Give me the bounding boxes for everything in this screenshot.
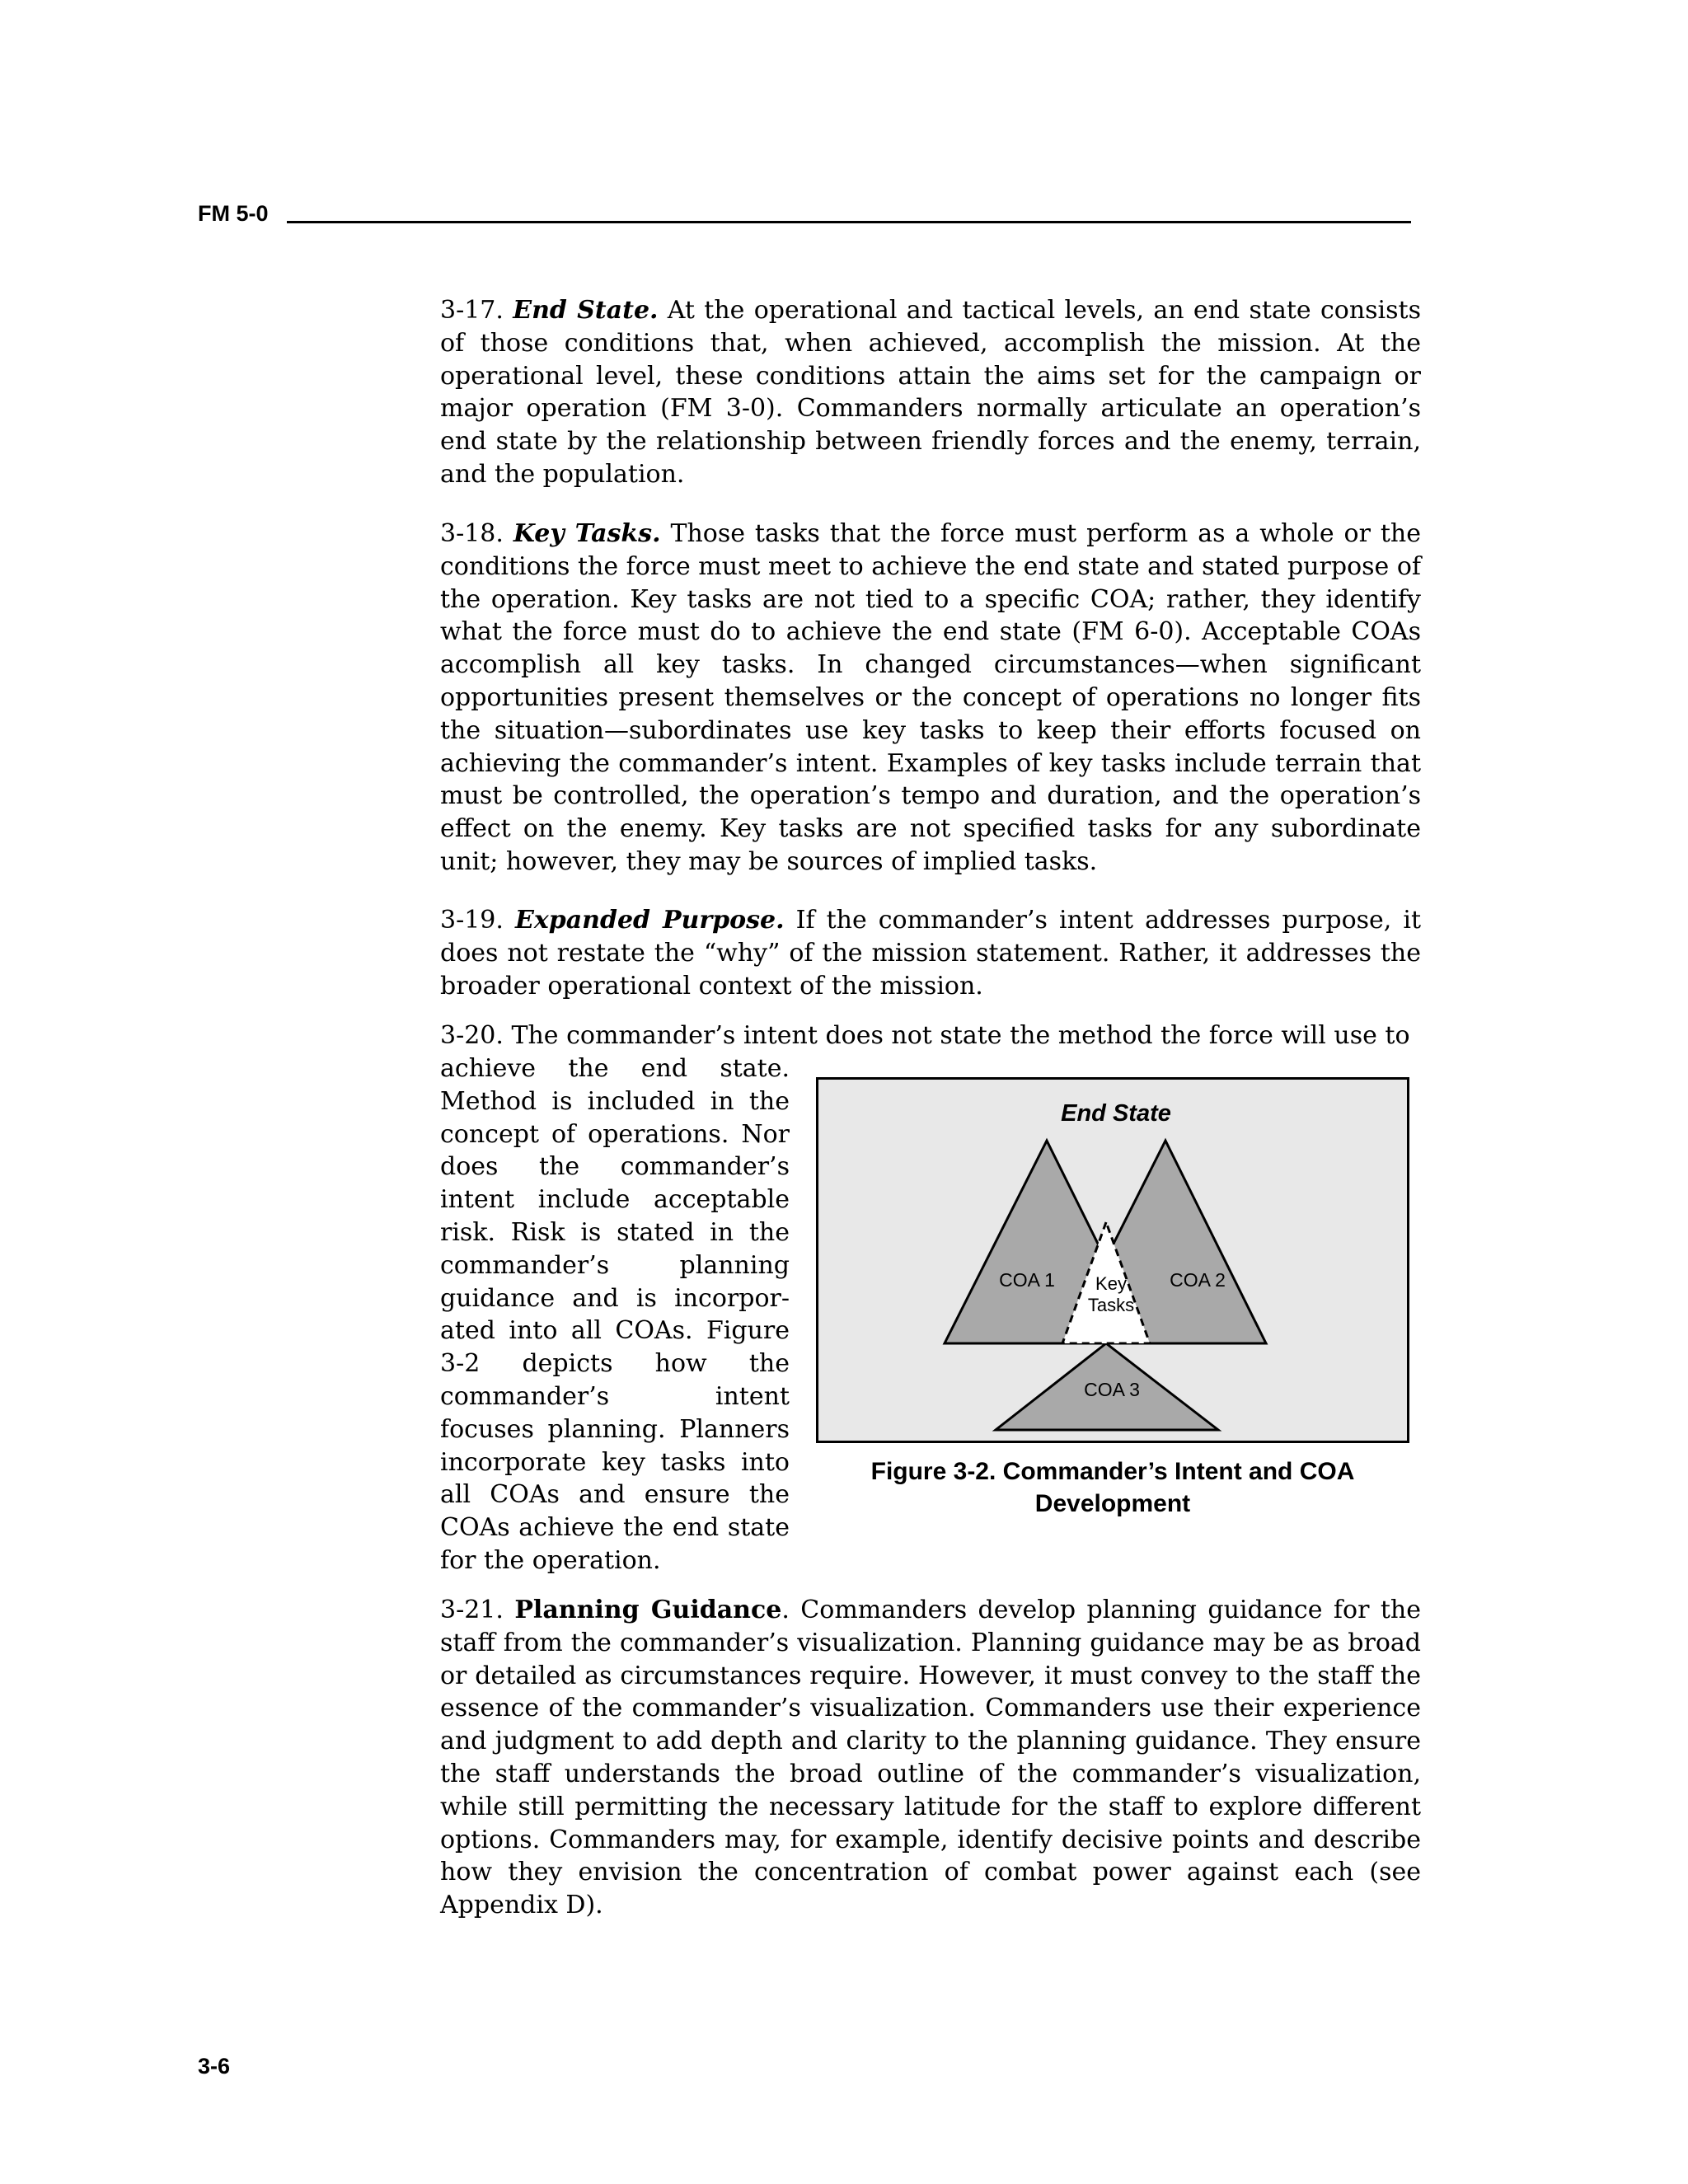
coa2-label: COA 2 — [1170, 1269, 1226, 1291]
header-rule — [287, 221, 1411, 223]
manual-header: FM 5-0 — [198, 201, 269, 226]
paragraph-term: End State. — [513, 296, 659, 325]
paragraph-text: At the operational and tactical levels, an end state consists of those conditions that, when achieved, accomplish the mission. At the operational level, these conditions attain the aims set for the campaign or major operation (FM 3-0). Commanders normally articulate an operation’s end state by the relationship between friendly forces and the enemy, terrain, and the population. — [440, 296, 1421, 489]
paragraph-number: 3-18. — [440, 519, 504, 548]
paragraph-number: 3-21. — [440, 1596, 504, 1624]
paragraph-term: Key Tasks. — [513, 519, 661, 548]
paragraph-3-20-wrap: achieve the end state. Method is included in the concept of operations. Nor does the commander’s intent include acceptable risk. Risk is stated in the commander’s planning guidance and is incorpor-ated into all COAs. Figure 3-2 depicts how the commander’s intent focuses planning. Planners incorporate key tasks into all COAs and ensure the COAs achieve the end state for the operation. — [440, 1054, 790, 1575]
paragraph-text: 3-20. The commander’s intent does not state the method the force will use to — [440, 1021, 1410, 1050]
paragraph-text: . Commanders develop planning guidance for the staff from the commander’s visualization. Planning guidance may be as broad or detailed as circumstances require. However, it must convey to the staff the essence of the commander’s visualization. Commanders use their experience and judgment to add depth and clarity to the planning guidance. They ensure the staff understands the broad outline of the commander’s visualization, while still permitting the necessary latitude for the staff to explore different options. Commanders may, for example, identify decisive points and describe how they envision the concentration of combat power against each (see Appendix D). — [440, 1596, 1421, 1920]
end-state-label: End State — [1061, 1100, 1171, 1127]
figure-caption-line1: Figure 3-2. Commander’s Intent and COA — [870, 1458, 1355, 1485]
paragraph-3-20-lead — [440, 1019, 1421, 1052]
key-label: Key — [1095, 1273, 1127, 1294]
paragraph-text: Those tasks that the force must perform as a whole or the conditions the force must meet to achieve the end state and stated purpose of the operation. Key tasks are not tied to a specific COA; rather, they identify what the force must do to achieve the end state (FM 6-0). Acceptable COAs accomplish all key tasks. In changed circumstances—when significant opportunities present themselves or the concept of operations no longer fits the situation—subordinates use key tasks to keep their efforts focused on achieving the commander’s intent. Examples of key tasks include terrain that must be controlled, the operation’s tempo and duration, and the operation’s effect on the enemy. Key tasks are not specified tasks for any subordinate unit; however, they may be sources of implied tasks. — [440, 519, 1421, 876]
paragraph-term: Expanded Purpose. — [514, 906, 785, 935]
paragraph-number: 3-17. — [440, 296, 504, 325]
tasks-label: Tasks — [1087, 1295, 1135, 1315]
page-number: 3-6 — [198, 2054, 231, 2079]
figure-caption-line2: Development — [1034, 1490, 1191, 1517]
paragraph-3-21 — [440, 1594, 1421, 1922]
coa3-label: COA 3 — [1084, 1379, 1140, 1400]
coa1-label: COA 1 — [999, 1269, 1055, 1291]
figure-3-2 — [816, 1077, 1409, 1443]
paragraph-term: Planning Guidance — [514, 1596, 782, 1624]
coa-diagram — [818, 1080, 1407, 1441]
paragraph-text: If the commander’s intent addresses purpose, it does not restate the “why” of the mission statement. Rather, it addresses the broader operational context of the mission. — [440, 906, 1422, 1001]
paragraph-3-19 — [440, 904, 1421, 1002]
figure-caption — [816, 1455, 1409, 1520]
paragraph-3-17 — [440, 294, 1421, 491]
paragraph-3-18 — [440, 518, 1421, 879]
paragraph-number: 3-19. — [440, 906, 504, 935]
